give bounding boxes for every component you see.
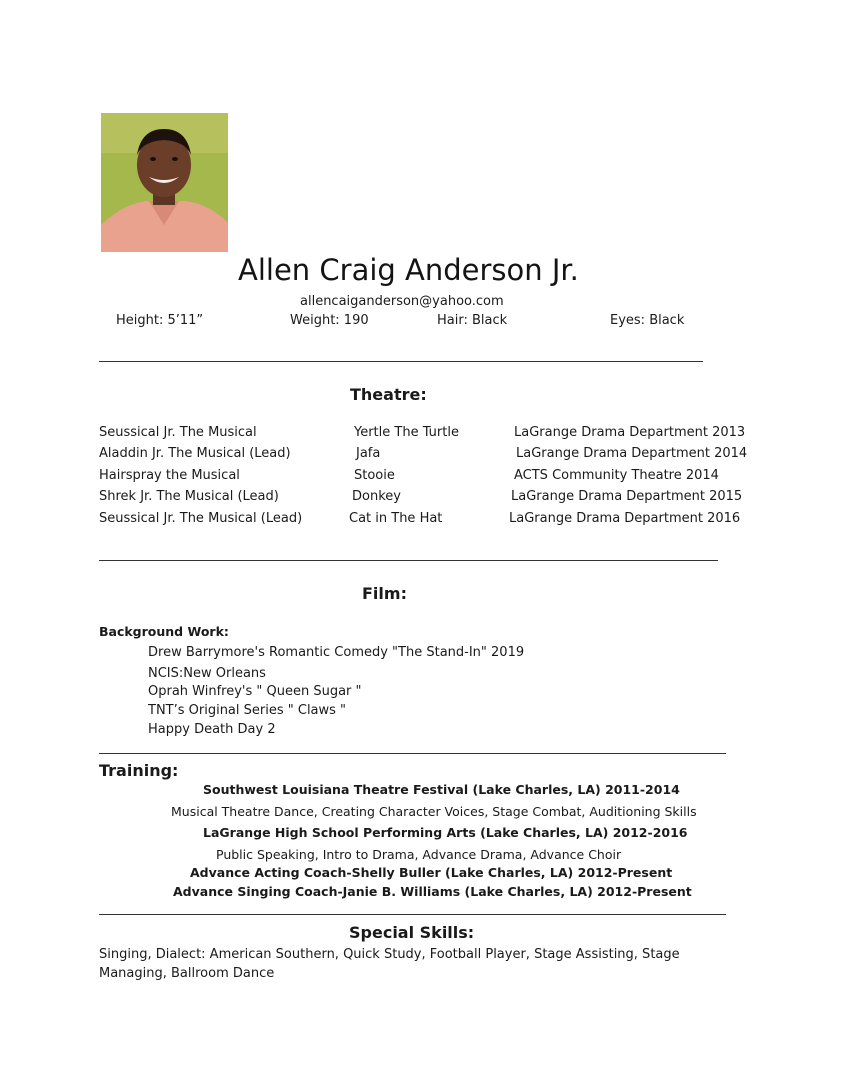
film-heading: Film: — [362, 584, 407, 603]
divider — [99, 361, 703, 362]
applicant-name: Allen Craig Anderson Jr. — [238, 253, 579, 287]
eyes-stat: Eyes: Black — [610, 313, 685, 328]
special-skills-text: Singing, Dialect: American Southern, Quick Study, Football Player, Stage Assisting, Stage Managing, Ballroom Dance — [99, 947, 680, 981]
theatre-show: Shrek Jr. The Musical (Lead) — [99, 489, 279, 504]
divider — [99, 753, 726, 754]
theatre-company: LaGrange Drama Department 2016 — [509, 511, 741, 526]
divider — [99, 560, 718, 561]
film-credit: NCIS:New Orleans — [148, 666, 266, 681]
special-skills-heading: Special Skills: — [349, 923, 475, 942]
training-program: LaGrange High School Performing Arts (Lake Charles, LA) 2012-2016 — [203, 825, 688, 840]
height-stat: Height: 5’11” — [116, 313, 204, 328]
theatre-show: Seussical Jr. The Musical — [99, 425, 257, 440]
theatre-role: Stooie — [354, 468, 395, 483]
film-credit: TNT’s Original Series " Claws " — [148, 703, 347, 718]
theatre-heading: Theatre: — [350, 385, 427, 404]
hair-stat: Hair: Black — [437, 313, 508, 328]
theatre-show: Hairspray the Musical — [99, 468, 240, 483]
background-work-subheading: Background Work: — [99, 624, 229, 639]
theatre-show: Seussical Jr. The Musical (Lead) — [99, 511, 303, 526]
theatre-role: Jafa — [356, 446, 381, 461]
theatre-role: Yertle The Turtle — [354, 425, 459, 440]
training-details: Musical Theatre Dance, Creating Character Voices, Stage Combat, Auditioning Skills — [171, 804, 697, 819]
divider — [99, 914, 726, 915]
film-credit: Happy Death Day 2 — [148, 722, 276, 737]
film-credit: Drew Barrymore's Romantic Comedy "The Stand-In" 2019 — [148, 645, 525, 660]
training-heading: Training: — [99, 761, 179, 780]
weight-stat: Weight: 190 — [290, 313, 369, 328]
training-coach: Advance Acting Coach-Shelly Buller (Lake Charles, LA) 2012-Present — [190, 865, 673, 880]
theatre-company: ACTS Community Theatre 2014 — [514, 468, 719, 483]
training-details: Public Speaking, Intro to Drama, Advance Drama, Advance Choir — [216, 847, 622, 862]
headshot-photo — [101, 113, 228, 252]
theatre-company: LaGrange Drama Department 2015 — [511, 489, 743, 504]
theatre-role: Cat in The Hat — [349, 511, 443, 526]
film-credit: Oprah Winfrey's " Queen Sugar " — [148, 684, 362, 699]
theatre-company: LaGrange Drama Department 2013 — [514, 425, 746, 440]
email-address[interactable]: allencaiganderson@yahoo.com — [300, 294, 504, 309]
theatre-role: Donkey — [352, 489, 401, 504]
theatre-company: LaGrange Drama Department 2014 — [516, 446, 748, 461]
theatre-show: Aladdin Jr. The Musical (Lead) — [99, 446, 291, 461]
training-coach: Advance Singing Coach-Janie B. Williams (Lake Charles, LA) 2012-Present — [173, 884, 692, 899]
training-program: Southwest Louisiana Theatre Festival (Lake Charles, LA) 2011-2014 — [203, 782, 680, 797]
